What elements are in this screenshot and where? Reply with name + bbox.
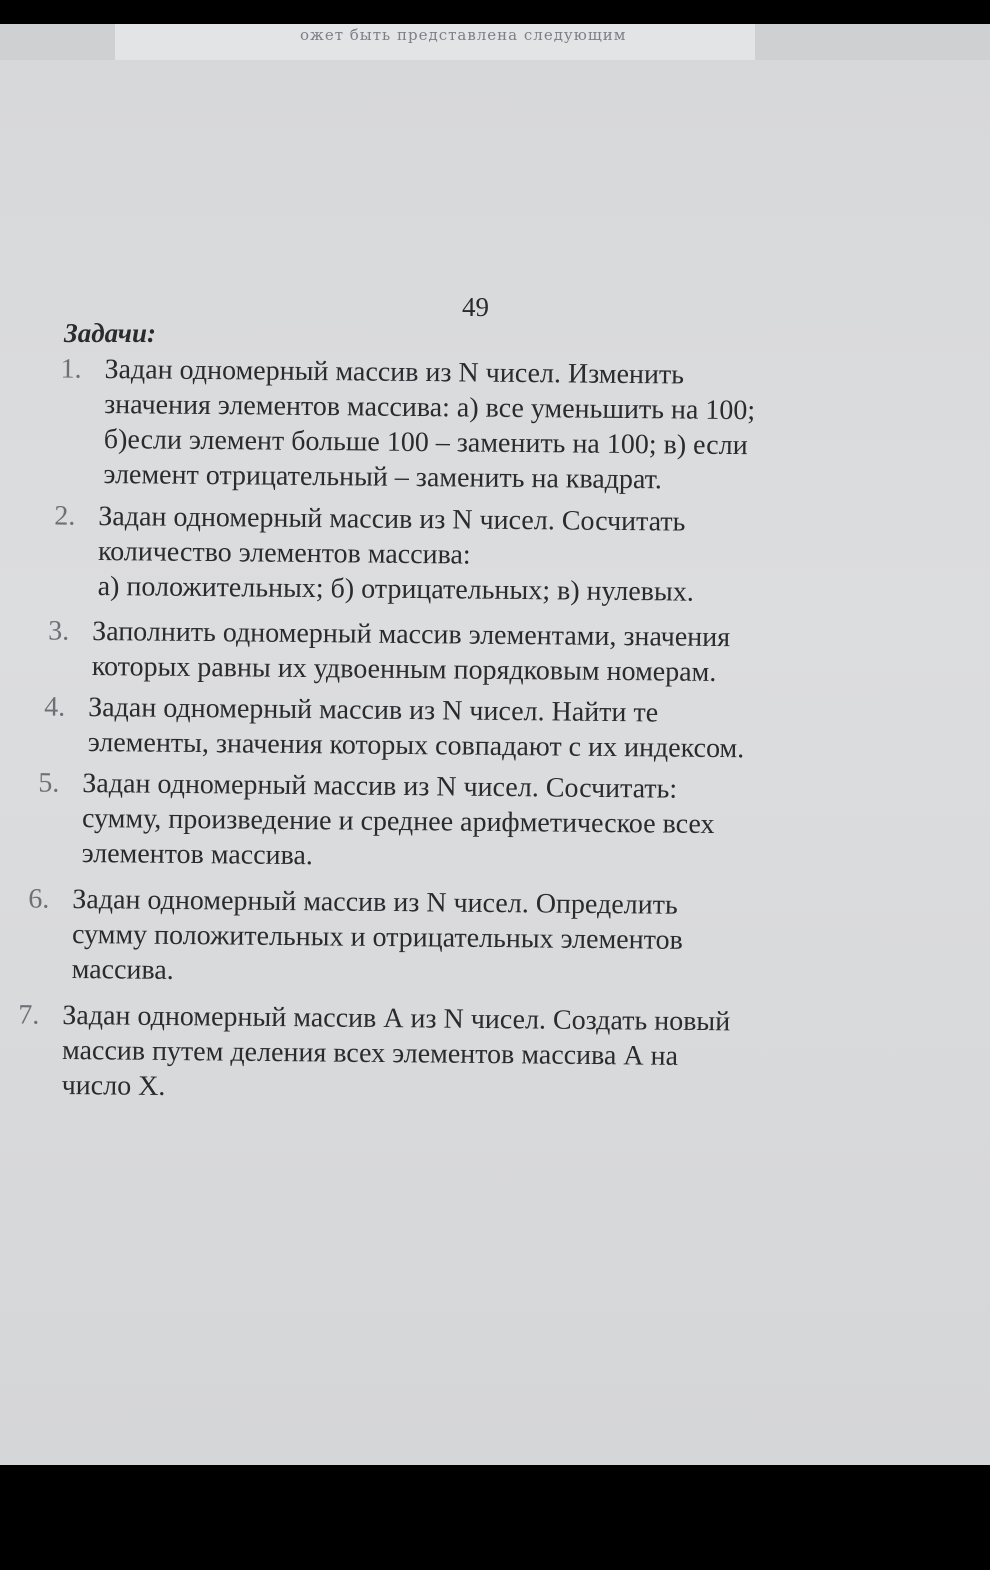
task-line: Задан одномерный массив из N чисел. Определить (72, 883, 678, 921)
task-number: 6. (28, 883, 50, 915)
task-number: 5. (38, 767, 60, 799)
task-number: 7. (18, 999, 40, 1031)
task-item (60, 352, 944, 500)
task-line: значения элементов массива: а) все уменьшить на 100; (104, 388, 756, 427)
task-line: а) положительных; б) отрицательных; в) нулевых. (97, 570, 694, 608)
task-line: сумму положительных и отрицательных элементов (71, 918, 683, 956)
task-number: 1. (60, 353, 82, 385)
task-line: Задан одномерный массив из N чисел. Сосчитать (98, 500, 686, 538)
task-item (48, 614, 933, 692)
task-line: Задан одномерный массив из N чисел. Сосчитать: (82, 767, 678, 805)
task-number: 2. (54, 500, 76, 532)
task-line: которых равны их удвоенным порядковым номерам. (91, 650, 717, 688)
task-line: элементы, значения которых совпадают с их индексом. (87, 726, 745, 765)
task-line: элементов массива. (81, 837, 314, 872)
task-line: б)если элемент больше 100 – заменить на 100; в) если (103, 423, 748, 462)
task-line: число Х. (61, 1069, 166, 1102)
task-line: Задан одномерный массив А из N чисел. Создать новый (62, 999, 731, 1038)
task-line: Задан одномерный массив из N чисел. Найти те (88, 691, 659, 729)
task-item (18, 998, 903, 1111)
previous-page-text: ожет быть представлена следующим (300, 26, 627, 44)
task-number: 3. (48, 615, 70, 647)
task-line: массива. (71, 953, 174, 986)
task-line: элемент отрицательный – заменить на квадрат. (103, 458, 662, 496)
task-item (28, 882, 913, 995)
task-number: 4. (44, 691, 66, 723)
task-line: сумму, произведение и среднее арифметическое всех (81, 802, 715, 841)
tasks-heading: Задачи: (64, 318, 156, 348)
task-line: Задан одномерный массив из N чисел. Изменить (104, 353, 685, 391)
page-number: 49 (462, 292, 489, 322)
task-item (44, 690, 929, 768)
task-item (38, 766, 923, 879)
task-item (54, 499, 939, 612)
task-line: Заполнить одномерный массив элементами, значения (92, 615, 731, 654)
task-line: массив путем деления всех элементов массива А на (61, 1034, 679, 1072)
task-line: количество элементов массива: (97, 535, 471, 571)
